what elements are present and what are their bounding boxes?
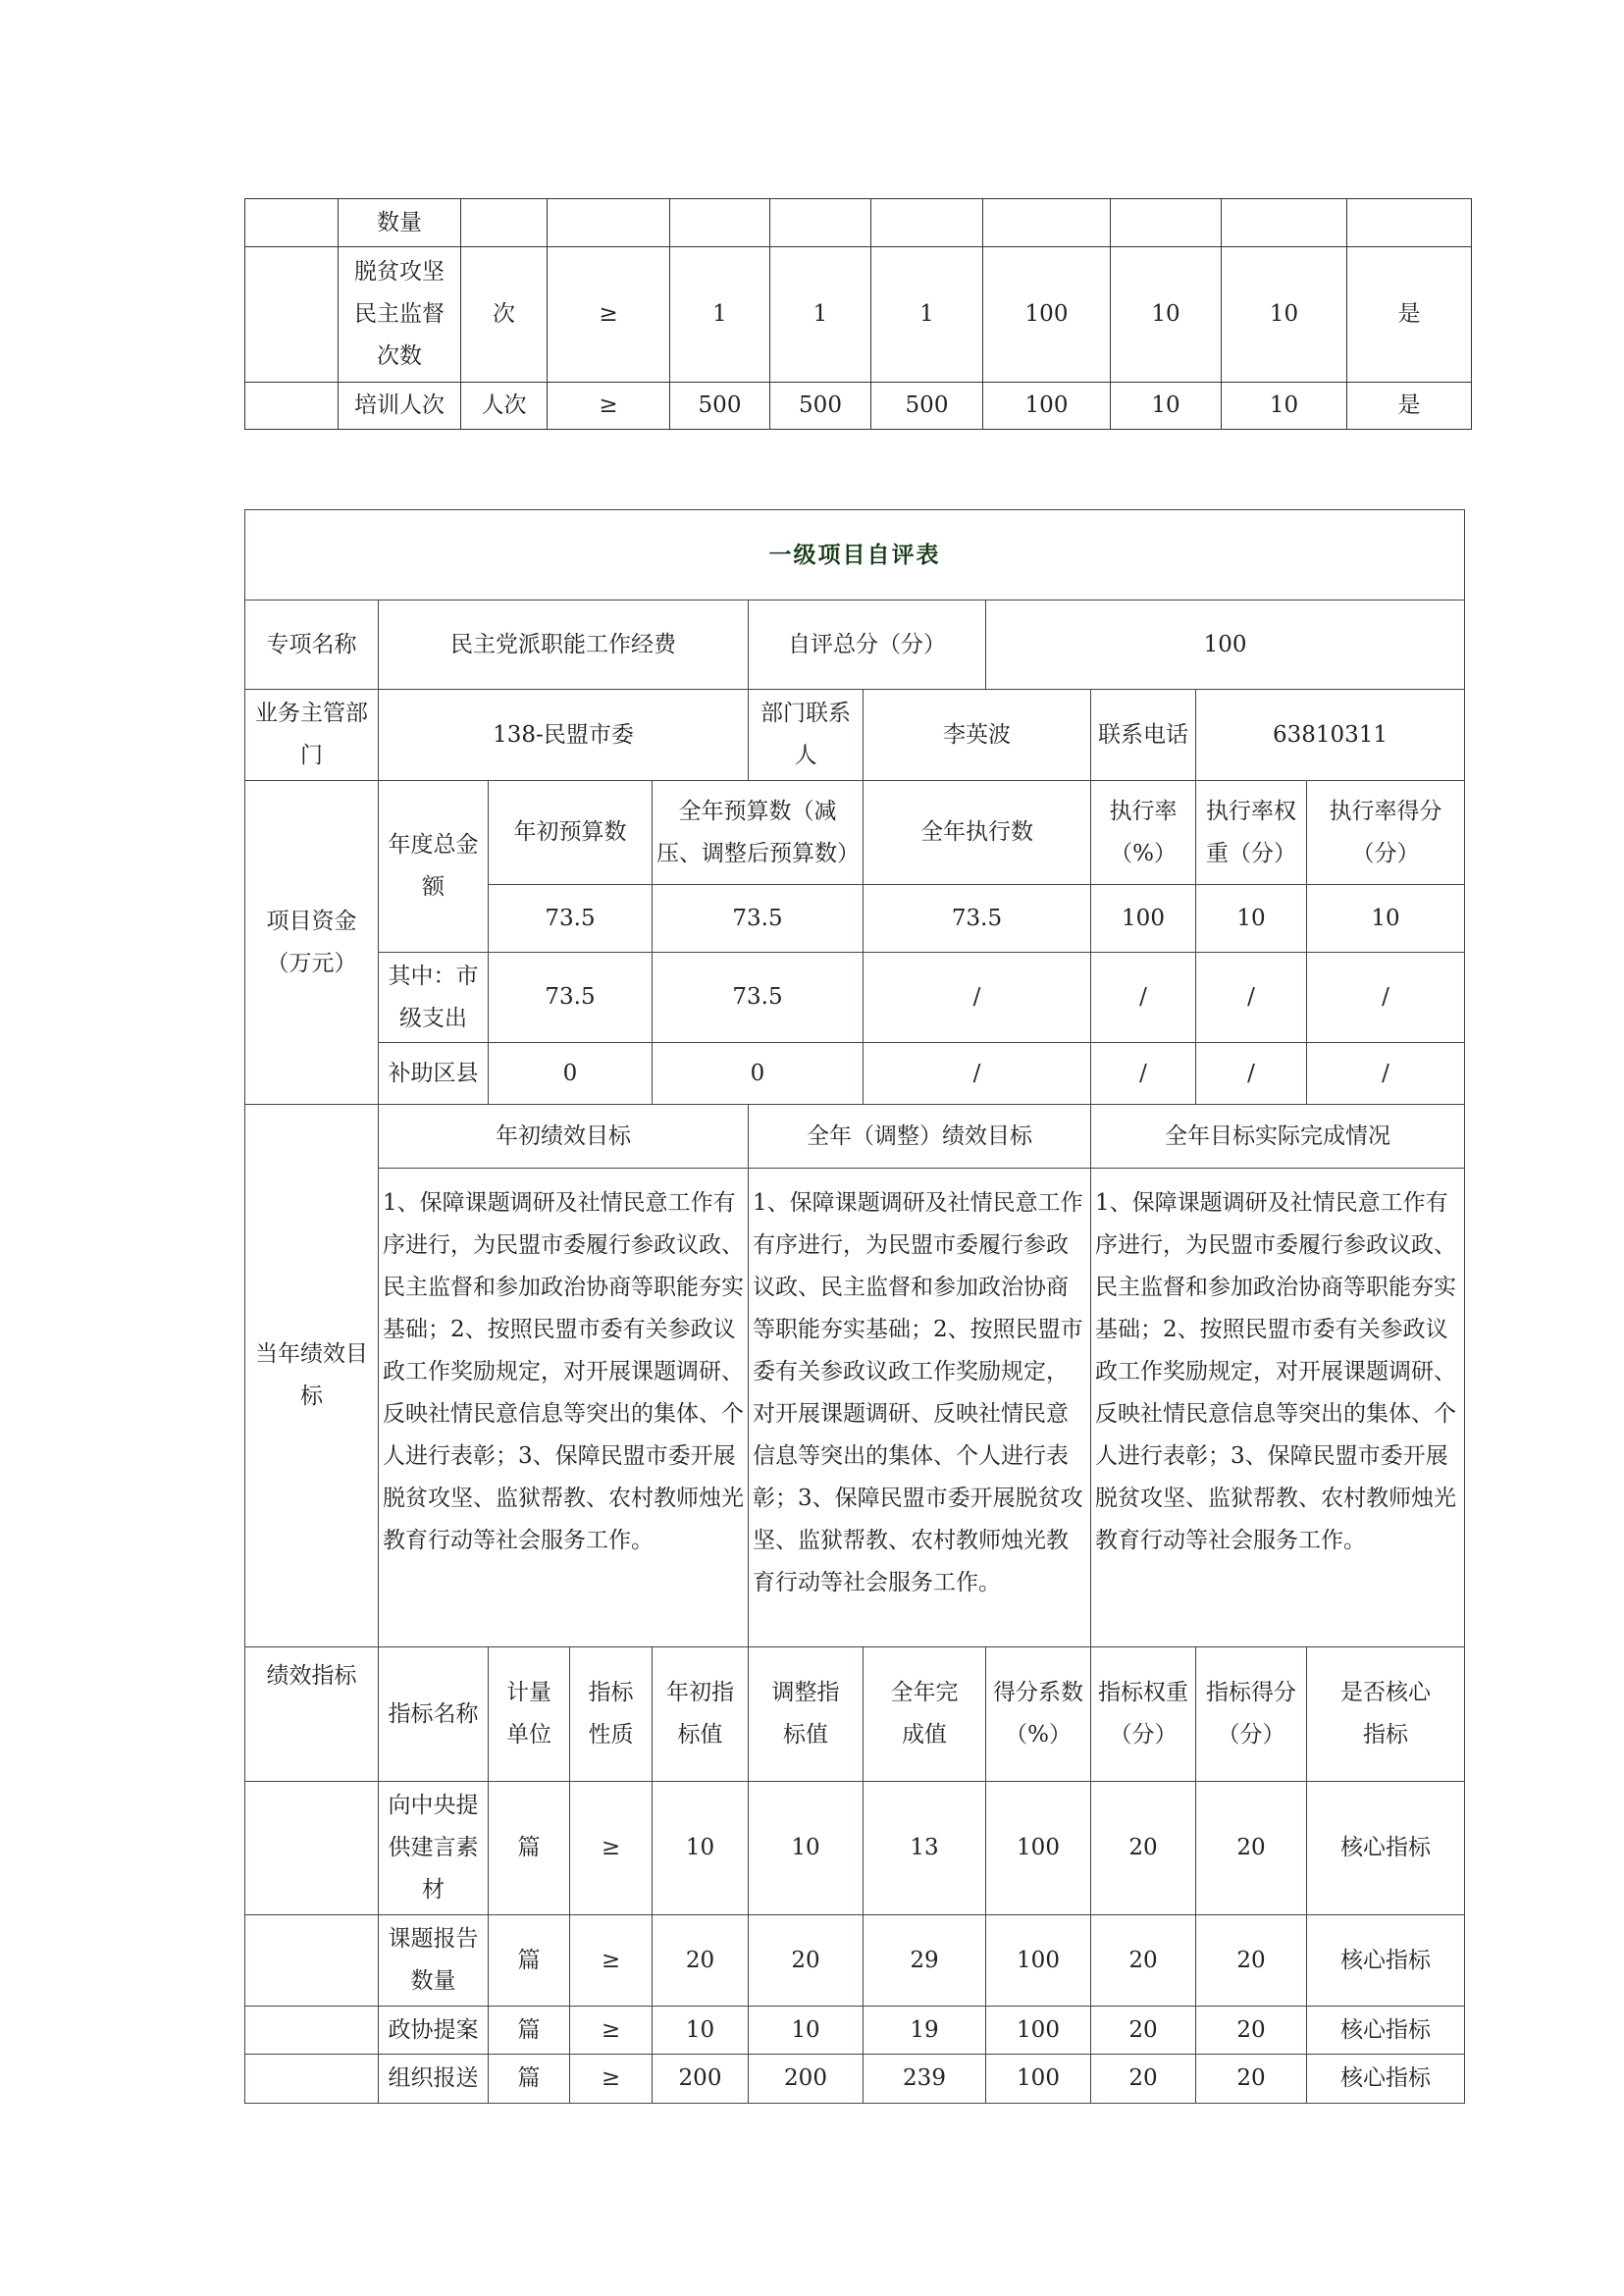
score-cell: 10 [1222,383,1347,430]
indicator-name: 向中央提供建言素材 [379,1782,489,1915]
initial-value-cell: 10 [653,2007,749,2055]
adjusted-value-cell: 10 [749,2007,864,2055]
initial-value-cell: 1 [670,247,770,383]
indicator-name-header: 指标名称 [379,1647,489,1782]
actual-goal-header: 全年目标实际完成情况 [1091,1105,1465,1169]
indicator-label: 绩效指标 [245,1647,379,1782]
contact-label: 部门联系人 [749,690,864,781]
indicator-name: 数量 [339,199,461,247]
total-score-label: 自评总分（分） [749,600,986,690]
funds-total-executed: 73.5 [864,885,1091,953]
initial-budget-header: 年初预算数 [489,781,653,885]
county-weight: / [1196,1043,1307,1105]
nature-cell: ≥ [570,1782,653,1915]
unit-cell: 篇 [489,2055,570,2104]
self-evaluation-form [244,509,1465,2104]
core-cell: 核心指标 [1307,1915,1465,2007]
score-header: 指标得分（分） [1196,1647,1307,1782]
completed-value-cell: 13 [864,1782,986,1915]
completed-value-cell: 500 [871,383,983,430]
completed-value-cell: 239 [864,2055,986,2104]
unit-cell: 篇 [489,1782,570,1915]
city-rate: / [1091,953,1196,1043]
nature-header: 指标性质 [570,1647,653,1782]
weight-cell: 10 [1111,247,1222,383]
score-cell: 20 [1196,2055,1307,2104]
funds-total-rate: 100 [1091,885,1196,953]
core-cell: 是 [1347,383,1472,430]
coefficient-cell: 100 [986,1915,1091,2007]
nature-cell: ≥ [548,247,670,383]
table-row [245,247,1472,383]
page-title: 一级项目自评表 [245,510,1465,600]
coefficient-cell: 100 [983,247,1111,383]
adjusted-value-cell: 10 [749,1782,864,1915]
initial-value-cell: 200 [653,2055,749,2104]
county-subsidy-label: 补助区县 [379,1043,489,1105]
adjusted-goal-text: 1、保障课题调研及社情民意工作有序进行，为民盟市委履行参政议政、民主监督和参加政治协商等职能夯实基础；2、按照民盟市委有关参政议政工作奖励规定，对开展课题调研、反映社情民意信息等突出的集体、个人进行表彰；3、保障民盟市委开展脱贫攻坚、监狱帮教、农村教师烛光教育行动等社会服务工作。 [749,1169,1091,1647]
initial-value-header: 年初指标值 [653,1647,749,1782]
project-name-value: 民主党派职能工作经费 [379,600,749,690]
adjusted-value-cell: 20 [749,1915,864,2007]
city-full-year: 73.5 [653,953,864,1043]
weight-header: 指标权重（分） [1091,1647,1196,1782]
table-row [245,383,1472,430]
funds-total-score: 10 [1307,885,1465,953]
continuation-table [244,198,1472,430]
unit-cell: 篇 [489,1915,570,2007]
adjusted-value-cell: 1 [770,247,871,383]
indicator-name: 课题报告数量 [379,1915,489,2007]
exec-score-header: 执行率得分（分） [1307,781,1465,885]
indicator-name: 培训人次 [339,383,461,430]
nature-cell: ≥ [570,2007,653,2055]
funds-total-initial: 73.5 [489,885,653,953]
project-name-label: 专项名称 [245,600,379,690]
city-initial: 73.5 [489,953,653,1043]
score-cell: 20 [1196,1915,1307,2007]
exec-rate-header: 执行率（%） [1091,781,1196,885]
adjusted-value-cell: 500 [770,383,871,430]
completed-value-cell: 29 [864,1915,986,2007]
coefficient-cell: 100 [986,1782,1091,1915]
table-row [245,199,1472,247]
department-value: 138-民盟市委 [379,690,749,781]
score-cell: 10 [1222,247,1347,383]
core-cell: 是 [1347,247,1472,383]
nature-cell: ≥ [570,2055,653,2104]
weight-cell: 20 [1091,2007,1196,2055]
total-score-value: 100 [986,600,1465,690]
funds-label: 项目资金（万元） [245,781,379,1105]
nature-cell: ≥ [570,1915,653,2007]
completed-value-cell: 19 [864,2007,986,2055]
actual-goal-text: 1、保障课题调研及社情民意工作有序进行，为民盟市委履行参政议政、民主监督和参加政治协商等职能夯实基础；2、按照民盟市委有关参政议政工作奖励规定，对开展课题调研、反映社情民意信息等突出的集体、个人进行表彰；3、保障民盟市委开展脱贫攻坚、监狱帮教、农村教师烛光教育行动等社会服务工作。 [1091,1169,1465,1647]
initial-value-cell: 20 [653,1915,749,2007]
adjusted-goal-header: 全年（调整）绩效目标 [749,1105,1091,1169]
county-initial: 0 [489,1043,653,1105]
phone-value: 63810311 [1196,690,1465,781]
completed-value-header: 全年完成值 [864,1647,986,1782]
city-executed: / [864,953,1091,1043]
table-row [245,2007,1465,2055]
weight-cell: 20 [1091,1915,1196,2007]
indicator-name: 政协提案 [379,2007,489,2055]
score-cell: 20 [1196,2007,1307,2055]
indicator-name: 脱贫攻坚民主监督次数 [339,247,461,383]
coefficient-cell: 100 [983,383,1111,430]
contact-value: 李英波 [864,690,1091,781]
annual-total-header: 年度总金额 [379,781,489,953]
adjusted-value-cell: 200 [749,2055,864,2104]
executed-header: 全年执行数 [864,781,1091,885]
city-spending-label: 其中：市级支出 [379,953,489,1043]
adjusted-value-header: 调整指标值 [749,1647,864,1782]
county-rate: / [1091,1043,1196,1105]
exec-weight-header: 执行率权重（分） [1196,781,1307,885]
initial-goal-header: 年初绩效目标 [379,1105,749,1169]
table-row [245,2055,1465,2104]
core-cell: 核心指标 [1307,2055,1465,2104]
county-full-year: 0 [653,1043,864,1105]
table-row [245,1782,1465,1915]
unit-cell: 次 [461,247,548,383]
county-executed: / [864,1043,1091,1105]
unit-header: 计量单位 [489,1647,570,1782]
coefficient-cell: 100 [986,2055,1091,2104]
department-label: 业务主管部门 [245,690,379,781]
initial-goal-text: 1、保障课题调研及社情民意工作有序进行，为民盟市委履行参政议政、民主监督和参加政治协商等职能夯实基础；2、按照民盟市委有关参政议政工作奖励规定，对开展课题调研、反映社情民意信息等突出的集体、个人进行表彰；3、保障民盟市委开展脱贫攻坚、监狱帮教、农村教师烛光教育行动等社会服务工作。 [379,1169,749,1647]
coefficient-cell: 100 [986,2007,1091,2055]
unit-cell: 篇 [489,2007,570,2055]
goals-label: 当年绩效目标 [245,1105,379,1647]
unit-cell: 人次 [461,383,548,430]
county-score: / [1307,1043,1465,1105]
funds-total-full-year: 73.5 [653,885,864,953]
core-header: 是否核心指标 [1307,1647,1465,1782]
phone-label: 联系电话 [1091,690,1196,781]
weight-cell: 20 [1091,1782,1196,1915]
full-year-budget-header: 全年预算数（减压、调整后预算数） [653,781,864,885]
initial-value-cell: 500 [670,383,770,430]
nature-cell: ≥ [548,383,670,430]
core-cell: 核心指标 [1307,2007,1465,2055]
city-weight: / [1196,953,1307,1043]
completed-value-cell: 1 [871,247,983,383]
coefficient-header: 得分系数（%） [986,1647,1091,1782]
score-cell: 20 [1196,1782,1307,1915]
table-row [245,1915,1465,2007]
funds-total-weight: 10 [1196,885,1307,953]
weight-cell: 20 [1091,2055,1196,2104]
weight-cell: 10 [1111,383,1222,430]
city-score: / [1307,953,1465,1043]
indicator-name: 组织报送 [379,2055,489,2104]
initial-value-cell: 10 [653,1782,749,1915]
core-cell: 核心指标 [1307,1782,1465,1915]
